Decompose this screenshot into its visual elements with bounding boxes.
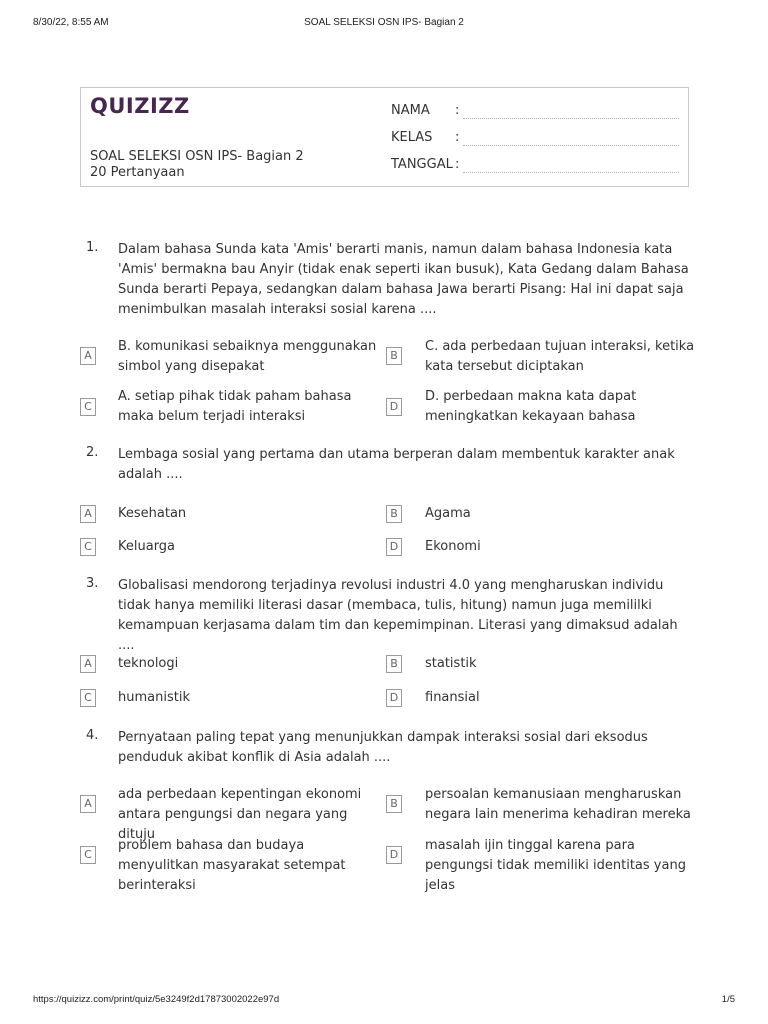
option-letter-badge: C (80, 538, 96, 556)
date-field-label: TANGGAL (391, 157, 453, 172)
print-url: https://quizizz.com/print/quiz/5e3249f2d17873002022e97d (33, 994, 280, 1005)
quiz-title: SOAL SELEKSI OSN IPS- Bagian 2 (90, 149, 304, 164)
question-text: Pernyataan paling tepat yang menunjukkan dampak interaksi sosial dari eksodus penduduk akibat konflik di Asia adalah .... (118, 730, 648, 765)
option-letter-badge: B (386, 347, 402, 365)
option-text: A. setiap pihak tidak paham bahasa maka belum terjadi interaksi (118, 389, 352, 424)
option-text: Kesehatan (118, 506, 187, 521)
date-field-colon: : (455, 157, 460, 172)
class-field-colon: : (455, 130, 460, 145)
question-text: Lembaga sosial yang pertama dan utama berperan dalam membentuk karakter anak adalah .... (118, 447, 675, 482)
option-letter-badge: A (80, 347, 96, 365)
option-letter-badge: C (80, 689, 96, 707)
option-text: ada perbedaan kepentingan ekonomi antara pengungsi dan negara yang dituju (118, 787, 362, 842)
option-letter-badge: D (386, 846, 402, 864)
option-letter-badge: D (386, 538, 402, 556)
option-letter-badge: C (80, 846, 96, 864)
page-number: 1/5 (721, 994, 735, 1005)
question-count: 20 Pertanyaan (90, 165, 185, 180)
name-field-colon: : (455, 103, 460, 118)
option-letter-badge: A (80, 795, 96, 813)
print-datetime: 8/30/22, 8:55 AM (33, 17, 109, 28)
question-number: 2. (86, 445, 99, 460)
option-text: finansial (425, 690, 480, 705)
question-text: Dalam bahasa Sunda kata 'Amis' berarti manis, namun dalam bahasa Indonesia kata 'Amis' bermakna bau Anyir (tidak enak seperti ikan busuk), Kata Gedang dalam Bahasa Sunda berarti Pepaya, sedangkan dalam bahasa Jawa berarti Pisang: Hal ini dapat saja menimbulkan masalah interaksi sosial karena .... (118, 242, 689, 317)
option-letter-badge: A (80, 505, 96, 523)
option-text: B. komunikasi sebaiknya menggunakan simbol yang disepakat (118, 339, 377, 374)
option-letter-badge: D (386, 398, 402, 416)
option-text: persoalan kemanusiaan mengharuskan negara lain menerima kehadiran mereka (425, 787, 691, 822)
option-letter-badge: C (80, 398, 96, 416)
option-letter-badge: B (386, 795, 402, 813)
option-text: Agama (425, 506, 471, 521)
question-text: Globalisasi mendorong terjadinya revolusi industri 4.0 yang mengharuskan individu tidak hanya memiliki literasi dasar (membaca, tulis, hitung) namun juga memililki kemampuan kerjasama dalam tim dan kepemimpinan. Literasi yang dimaksud adalah .... (118, 578, 678, 653)
option-text: teknologi (118, 656, 179, 671)
option-text: humanistik (118, 690, 190, 705)
option-text: problem bahasa dan budaya menyulitkan masyarakat setempat berinteraksi (118, 838, 346, 893)
quiz-info-box (80, 87, 689, 187)
name-field-label: NAMA (391, 103, 430, 118)
option-text: D. perbedaan makna kata dapat meningkatkan kekayaan bahasa (425, 389, 637, 424)
option-letter-badge: A (80, 655, 96, 673)
quizizz-logo: QUIZIZZ (90, 94, 190, 118)
option-letter-badge: D (386, 689, 402, 707)
date-field-line (463, 172, 679, 173)
option-text: Keluarga (118, 539, 176, 554)
class-field-label: KELAS (391, 130, 433, 145)
option-letter-badge: B (386, 655, 402, 673)
option-text: Ekonomi (425, 539, 481, 554)
question-number: 4. (86, 728, 99, 743)
option-text: statistik (425, 656, 477, 671)
name-field-line (463, 118, 679, 119)
class-field-line (463, 145, 679, 146)
option-text: C. ada perbedaan tujuan interaksi, ketika kata tersebut diciptakan (425, 339, 695, 374)
option-letter-badge: B (386, 505, 402, 523)
question-number: 3. (86, 576, 99, 591)
print-title: SOAL SELEKSI OSN IPS- Bagian 2 (304, 17, 464, 28)
question-number: 1. (86, 240, 99, 255)
option-text: masalah ijin tinggal karena para pengungsi tidak memiliki identitas yang jelas (425, 838, 686, 893)
